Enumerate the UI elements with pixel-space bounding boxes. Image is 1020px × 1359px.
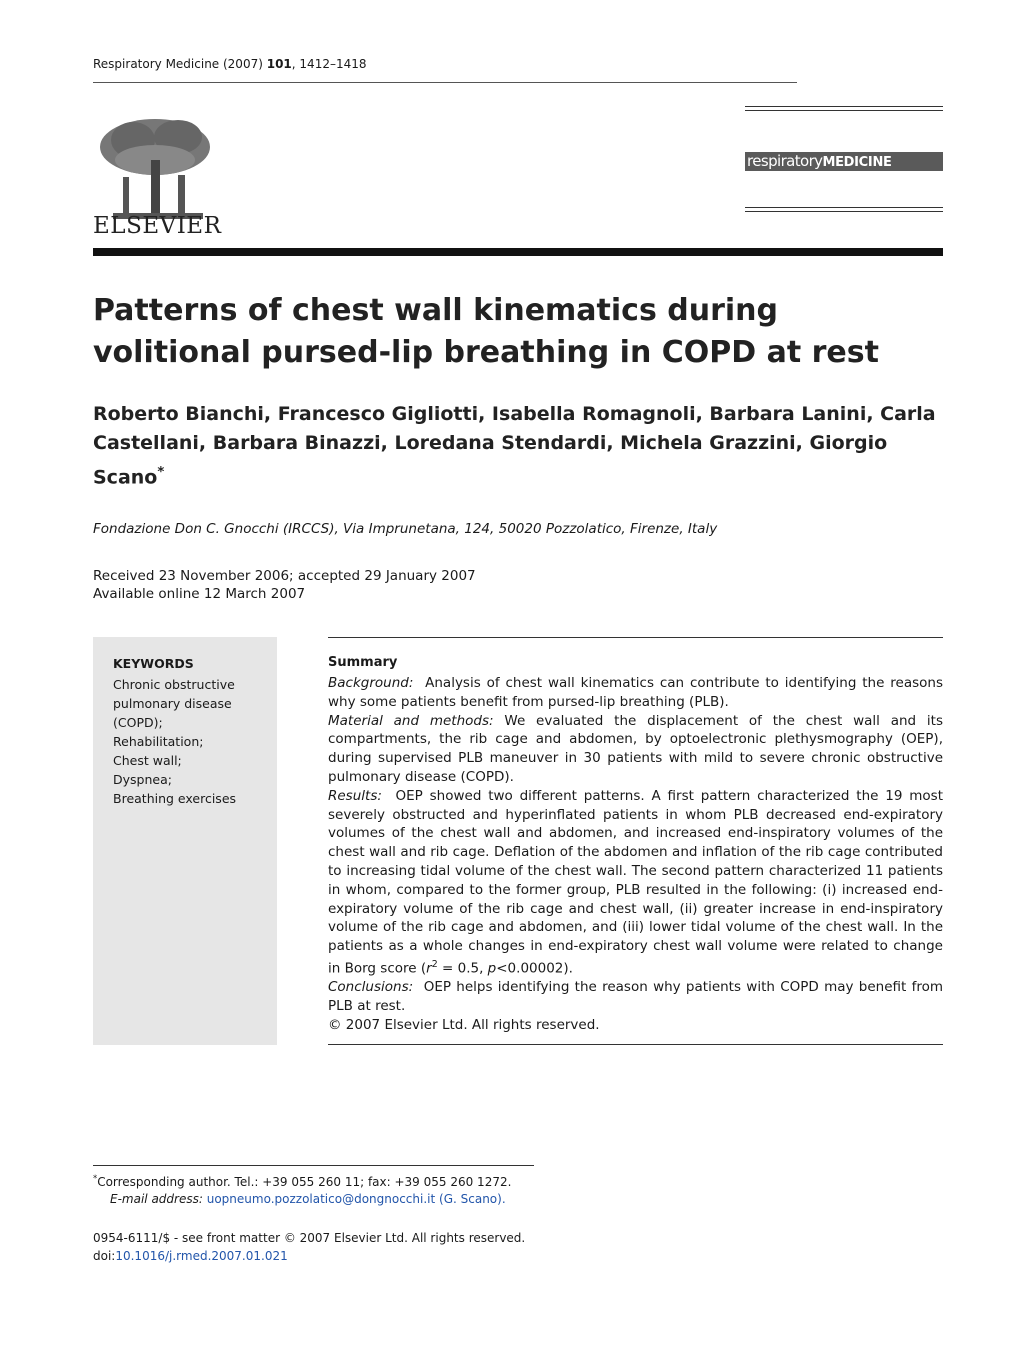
journal-rule <box>745 211 943 212</box>
stat-sup: 2 <box>431 958 438 970</box>
journal-banner <box>745 152 943 171</box>
keyword-item: pulmonary disease <box>113 696 232 711</box>
corresponding-mark[interactable]: * <box>157 465 165 480</box>
corresponding-author-footnote <box>93 1173 511 1189</box>
authors-text: Roberto Bianchi, Francesco Gigliotti, Isabella Romagnoli, Barbara Lanini, Carla Castellani, Barbara Binazzi, Loredana Stendardi, Michela Grazzini, Giorgio Scano <box>93 403 936 489</box>
keywords-list <box>113 675 273 808</box>
journal-name: Respiratory Medicine (2007) <box>93 57 263 71</box>
abstract-conclusions <box>328 978 943 1016</box>
keyword-item: Chest wall; <box>113 753 182 768</box>
conclusions-text: OEP helps identifying the reason why patients with COPD may benefit from PLB at rest. <box>328 979 943 1015</box>
footnote-mark: * <box>93 1173 98 1183</box>
keyword-item: Rehabilitation; <box>113 734 204 749</box>
stat-r: r <box>426 960 432 977</box>
doi-label: doi: <box>93 1249 116 1263</box>
email-name: (G. Scano). <box>435 1192 506 1206</box>
affiliation: Fondazione Don C. Gnocchi (IRCCS), Via Imprunetana, 124, 50020 Pozzolatico, Firenze, Italy <box>93 521 718 537</box>
stat-p: p <box>487 960 497 977</box>
article-title: Patterns of chest wall kinematics during volitional pursed-lip breathing in COPD at rest <box>93 293 879 370</box>
issn-line: 0954-6111/$ - see front matter © 2007 Elsevier Ltd. All rights reserved. <box>93 1231 526 1245</box>
abstract-body <box>328 674 943 1035</box>
journal-citation <box>93 57 367 71</box>
abstract-rule-bottom <box>328 1044 943 1045</box>
methods-text: We evaluated the displacement of the chest wall and its compartments, the rib cage and abdomen, by optoelectronic plethysmography (OEP), during supervised PLB maneuver in 30 patients with mild to severe chronic obstructive pulmonary disease (COPD). <box>328 712 943 785</box>
received-date: Received 23 November 2006; accepted 29 January 2007 <box>93 568 476 584</box>
keyword-item: Dyspnea; <box>113 772 172 787</box>
elsevier-wordmark: ELSEVIER <box>93 213 222 239</box>
abstract-rule-top <box>328 637 943 638</box>
doi-link[interactable]: 10.1016/j.rmed.2007.01.021 <box>115 1249 288 1263</box>
methods-label: Material and methods: <box>328 712 494 729</box>
background-label: Background: <box>328 675 414 691</box>
journal-banner-text <box>747 152 892 170</box>
footnote-rule <box>93 1165 534 1166</box>
article-dates <box>93 567 476 603</box>
email-footnote <box>110 1192 506 1206</box>
stat-rest: = 0.5, <box>437 960 488 977</box>
conclusions-label: Conclusions: <box>328 979 414 996</box>
results-label: Results: <box>328 787 382 804</box>
journal-pages: , 1412–1418 <box>291 57 367 71</box>
journal-banner-part2: MEDICINE <box>822 155 892 170</box>
journal-rule <box>745 106 943 107</box>
journal-rule <box>745 110 943 111</box>
footnote-text: Corresponding author. Tel.: +39 055 260 11; fax: +39 055 260 1272. <box>97 1175 512 1189</box>
keyword-item: Chronic obstructive <box>113 677 235 692</box>
email-label: E-mail address: <box>110 1192 203 1206</box>
email-link[interactable]: uopneumo.pozzolatico@dongnocchi.it <box>206 1192 436 1206</box>
abstract-copyright: © 2007 Elsevier Ltd. All rights reserved. <box>328 1016 600 1033</box>
abstract-results <box>328 787 943 978</box>
background-text: Analysis of chest wall kinematics can contribute to identifying the reasons why some patients benefit from pursed-lip breathing (PLB). <box>328 675 943 710</box>
available-date: Available online 12 March 2007 <box>93 586 306 602</box>
abstract-methods <box>328 712 943 787</box>
author-list <box>93 400 943 492</box>
header-rule <box>93 82 797 83</box>
doi-line <box>93 1249 288 1263</box>
results-text: OEP showed two different patterns. A first pattern characterized the 19 most severely obstructed and hyperinflated patients in whom PLB decreased end-expiratory volumes of the chest wall and abdomen, and increased end-inspiratory volumes of the chest wall and rib cage. Deflation of the abdomen and inflation of the rib cage contributed to increasing tidal volume of the chest wall. The second pattern characterized 11 patients in whom, compared to the former group, PLB resulted in the following: (i) increased end-expiratory volume of the rib cage and chest wall, (ii) greater increase in end-inspiratory volume of the rib cage and abdomen, and (iii) lower tidal volume of the chest wall. In the patients as a whole changes in end-expiratory chest wall volume were related to change in Borg score ( <box>328 787 943 977</box>
header-thick-rule <box>93 248 943 256</box>
stat-end: <0.00002). <box>496 960 573 977</box>
keywords-heading: KEYWORDS <box>113 656 194 671</box>
abstract-heading: Summary <box>328 655 398 670</box>
keyword-item: (COPD); <box>113 715 163 730</box>
abstract-background <box>328 674 943 712</box>
journal-banner-part1: respiratory <box>747 152 823 170</box>
journal-volume: 101 <box>266 57 292 71</box>
keyword-item: Breathing exercises <box>113 791 237 806</box>
journal-rule <box>745 207 943 208</box>
